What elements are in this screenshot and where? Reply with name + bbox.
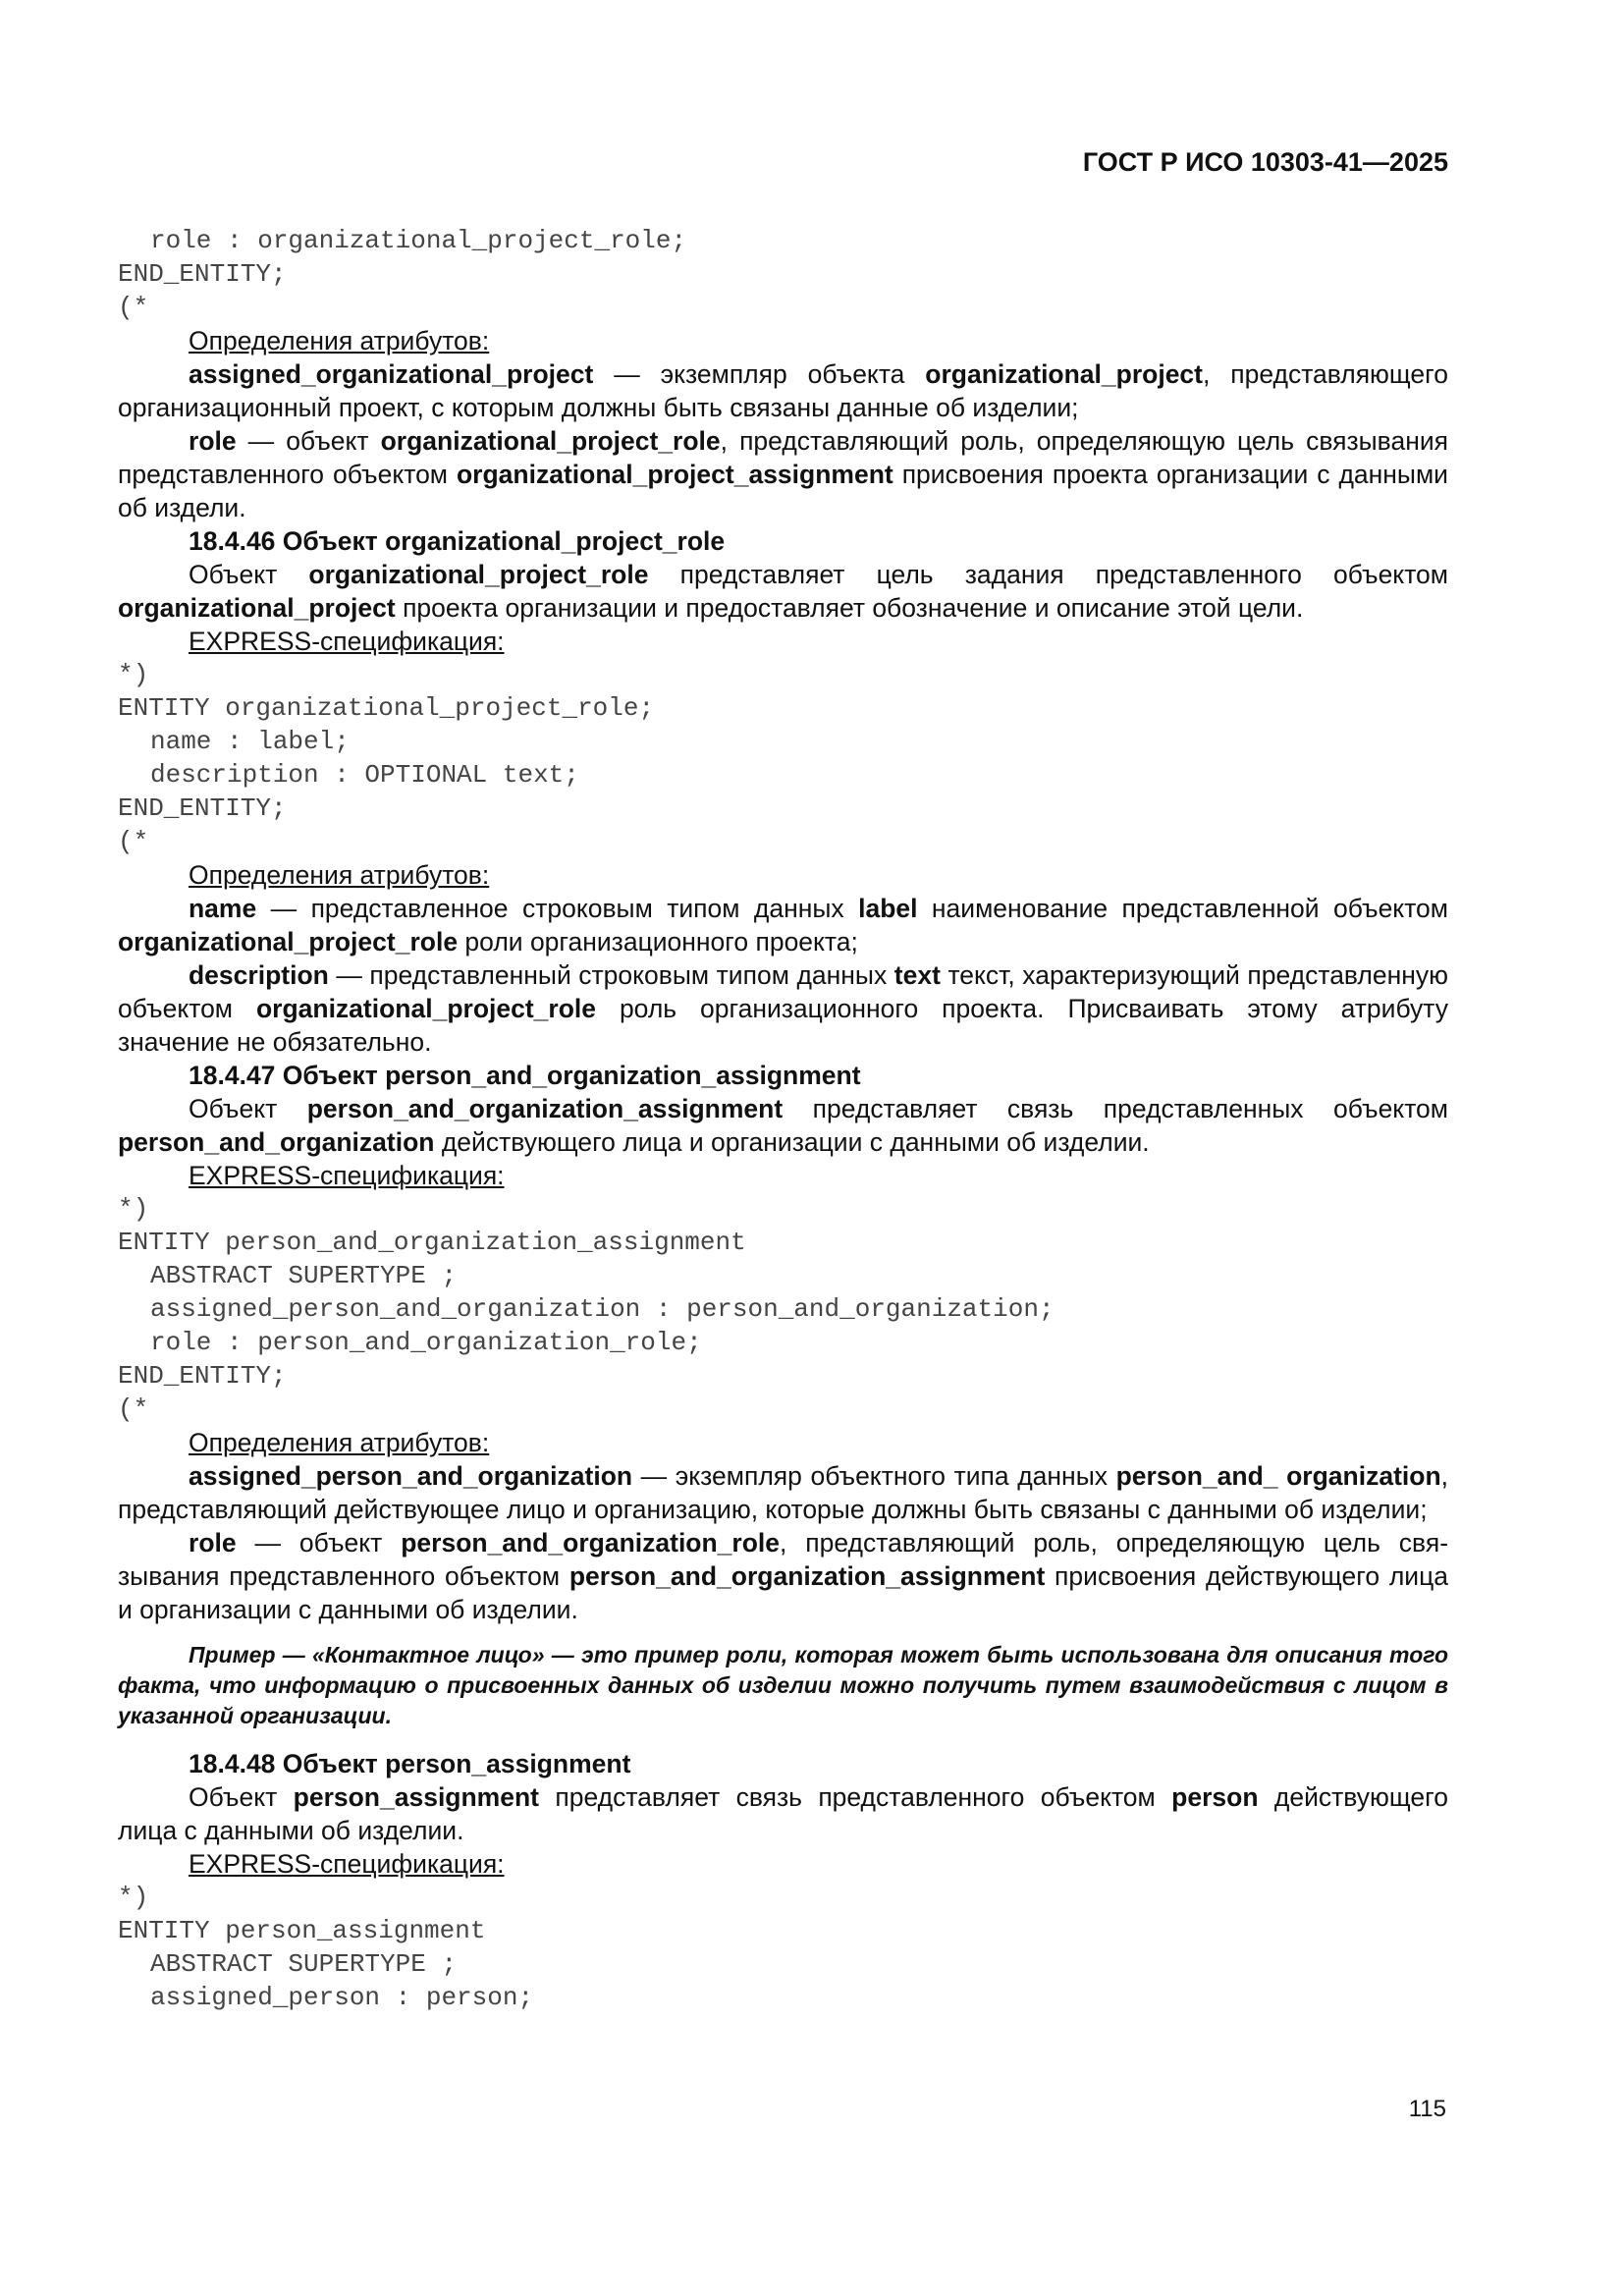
term: person_and_organization_assignment bbox=[306, 1094, 784, 1123]
underlined-label: EXPRESS-спецификация: bbox=[189, 1161, 505, 1190]
section-heading: 18.4.48 Объект person_assignment bbox=[189, 1749, 631, 1778]
term: assigned_person_and_organization bbox=[189, 1461, 633, 1491]
text-run: , представляющий роль, определяющую цель связывания представленного объектом bbox=[118, 426, 1448, 489]
code-line: *) bbox=[118, 660, 149, 689]
underlined-label: Определения атрибутов: bbox=[189, 1428, 490, 1457]
term: organizational_project bbox=[925, 359, 1203, 389]
text-run: действующего лица с данными об изделии. bbox=[118, 1782, 1448, 1845]
code-line: (* bbox=[118, 293, 149, 322]
express-spec-label bbox=[118, 625, 1448, 658]
term: person_assignment bbox=[293, 1782, 539, 1812]
term: role bbox=[189, 426, 237, 456]
code-line: assigned_person : person; bbox=[150, 1983, 534, 2012]
attribute-definitions-label bbox=[118, 324, 1448, 357]
code-line: ABSTRACT SUPERTYPE ; bbox=[150, 1949, 458, 1979]
text-run: текст, характеризующий представленную объектом bbox=[118, 960, 1448, 1023]
term: description bbox=[189, 960, 329, 990]
express-spec-label bbox=[118, 1847, 1448, 1881]
code-line: END_ENTITY; bbox=[118, 793, 287, 823]
attribute-definition bbox=[118, 958, 1448, 1059]
code-line: role : person_and_organization_role; bbox=[150, 1328, 702, 1357]
section-paragraph bbox=[118, 1780, 1448, 1847]
attribute-definition bbox=[118, 1459, 1448, 1526]
text-run: представляет цель задания представленного объектом bbox=[648, 560, 1448, 589]
term: label bbox=[858, 894, 918, 923]
underlined-label: EXPRESS-спецификация: bbox=[189, 1849, 505, 1879]
term: organizational_project_role bbox=[308, 560, 649, 589]
code-line: ENTITY organizational_project_role; bbox=[118, 693, 655, 723]
term: person_and_organization_assignment bbox=[568, 1561, 1046, 1591]
code-line: ABSTRACT SUPERTYPE ; bbox=[150, 1261, 458, 1290]
text-run: присвоения проекта организации с данными об издели. bbox=[118, 460, 1448, 522]
text-run: Объект bbox=[189, 1782, 294, 1812]
text-run: представляет связь представленного объектом bbox=[539, 1782, 1172, 1812]
text-run: присвоения действующего лица и организации с данными об изделии. bbox=[118, 1561, 1448, 1624]
code-line: END_ENTITY; bbox=[118, 259, 287, 289]
code-line: *) bbox=[118, 1883, 149, 1912]
attribute-definition bbox=[118, 357, 1448, 424]
attribute-definition bbox=[118, 424, 1448, 524]
term: role bbox=[189, 1528, 237, 1558]
text-run: , представляющего организационный проект, с которым должны быть связаны данные об изделии; bbox=[118, 359, 1448, 422]
express-spec-label bbox=[118, 1159, 1448, 1192]
attribute-definitions-label bbox=[118, 1426, 1448, 1459]
text-run: роль организационного проекта. Присваивать этому атрибуту значение не обязательно. bbox=[118, 994, 1448, 1057]
section-paragraph bbox=[118, 1092, 1448, 1159]
text-run: роли организационного проекта; bbox=[458, 927, 858, 957]
text-run: — экземпляр объекта bbox=[593, 359, 926, 389]
term: text bbox=[893, 960, 941, 990]
code-line: description : OPTIONAL text; bbox=[150, 760, 579, 790]
term: organizational_project_assignment bbox=[457, 460, 893, 489]
code-line: ENTITY person_and_organization_assignment bbox=[118, 1228, 746, 1257]
term: organizational_project_role bbox=[118, 927, 459, 957]
section-heading: 18.4.47 Объект person_and_organization_assignment bbox=[189, 1061, 861, 1090]
term: name bbox=[189, 894, 257, 923]
term: person_and_organization_role bbox=[401, 1528, 781, 1558]
text-run: проекта организации и предоставляет обозначение и описание этой цели. bbox=[395, 593, 1304, 623]
term: person_and_ organization bbox=[1115, 1461, 1441, 1491]
text-run: — объект bbox=[236, 1528, 402, 1558]
underlined-label: Определения атрибутов: bbox=[189, 326, 490, 355]
code-line: (* bbox=[118, 827, 149, 856]
text-run: , представляющий роль, определяющую цель связывания представленного объектом bbox=[118, 1528, 1449, 1591]
text-run: представляет связь представленных объектом bbox=[783, 1094, 1448, 1123]
underlined-label: EXPRESS-спецификация: bbox=[189, 627, 505, 656]
section-paragraph bbox=[118, 558, 1448, 625]
text-run: Объект bbox=[189, 560, 309, 589]
section-heading: 18.4.46 Объект organizational_project_role bbox=[189, 526, 726, 556]
text-run: Объект bbox=[189, 1094, 307, 1123]
document-header: ГОСТ Р ИСО 10303-41—2025 bbox=[1082, 147, 1448, 177]
term: person bbox=[1171, 1782, 1259, 1812]
code-line: role : organizational_project_role; bbox=[150, 226, 687, 255]
underlined-label: Определения атрибутов: bbox=[189, 860, 490, 890]
code-line: *) bbox=[118, 1194, 149, 1224]
attribute-definitions-label bbox=[118, 858, 1448, 892]
text-run: , представляющий действующее лицо и организацию, которые должны быть связаны с данными об изделии; bbox=[118, 1461, 1449, 1524]
term: organizational_project_role bbox=[255, 994, 597, 1023]
page-number: 115 bbox=[1408, 2096, 1446, 2122]
term: organizational_project_role bbox=[380, 426, 721, 456]
page-content bbox=[118, 224, 1448, 2014]
code-line: ENTITY person_assignment bbox=[118, 1916, 486, 1945]
text-run: — представленное строковым типом данных bbox=[256, 894, 859, 923]
text-run: действующего лица и организации с данными об изделии. bbox=[434, 1127, 1150, 1157]
text-run: наименование представленной объектом bbox=[917, 894, 1448, 923]
code-line: (* bbox=[118, 1394, 149, 1424]
attribute-definition bbox=[118, 892, 1448, 958]
text-run: — объект bbox=[236, 426, 381, 456]
term: assigned_organizational_project bbox=[189, 359, 594, 389]
code-line: name : label; bbox=[150, 727, 350, 756]
attribute-definition bbox=[118, 1526, 1448, 1626]
example-note: Пример — «Контактное лицо» — это пример роли, которая может быть использована для описания того факта, что информацию о присвоенных данных об изделии можно получить путем взаимодействия с лицом в указанной организации. bbox=[118, 1642, 1448, 1728]
text-run: — экземпляр объектного типа данных bbox=[632, 1461, 1116, 1491]
code-line: assigned_person_and_organization : person_and_organization; bbox=[150, 1294, 1055, 1324]
term: organizational_project bbox=[118, 593, 396, 623]
term: person_and_organization bbox=[118, 1127, 435, 1157]
code-line: END_ENTITY; bbox=[118, 1361, 287, 1391]
text-run: — представленный строковым типом данных bbox=[328, 960, 894, 990]
